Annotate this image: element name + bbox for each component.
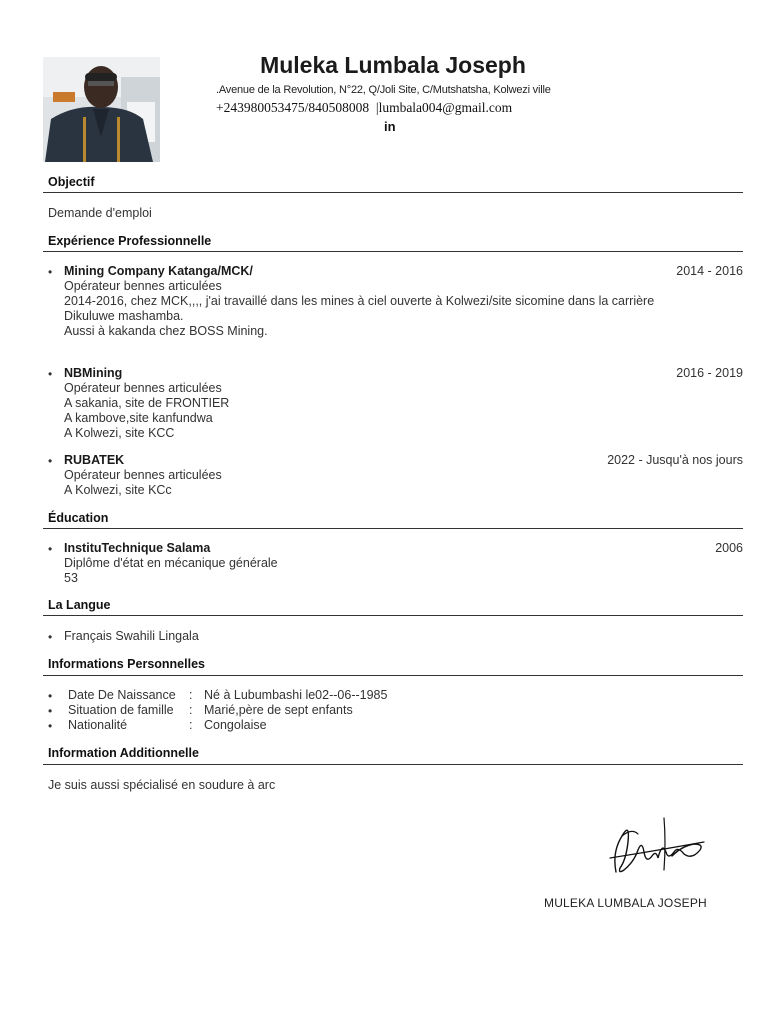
experience-line: A kambove,site kanfundwa xyxy=(64,411,213,425)
experience-line: 2014-2016, chez MCK,,,, j'ai travaillé dans les mines à ciel ouverte à Kolwezi/site sicomine dans la carrière xyxy=(64,294,655,308)
experience-line: Aussi à kakanda chez BOSS Mining. xyxy=(64,324,268,338)
section-divider xyxy=(43,615,743,616)
bullet: • xyxy=(48,689,53,703)
experience-company: Mining Company Katanga/MCK/ xyxy=(64,264,253,278)
experience-line: Opérateur bennes articulées xyxy=(64,279,222,293)
personal-sep: : xyxy=(189,718,193,732)
section-divider xyxy=(43,528,743,529)
section-divider xyxy=(43,764,743,765)
experience-dates: 2016 - 2019 xyxy=(676,366,743,380)
signature-icon xyxy=(608,812,708,878)
section-title-personal: Informations Personnelles xyxy=(48,657,205,671)
address: .Avenue de la Revolution, N°22, Q/Joli Site, C/Mutshatsha, Kolwezi ville xyxy=(216,84,551,96)
objectif-text: Demande d'emploi xyxy=(48,206,152,220)
section-divider xyxy=(43,251,743,252)
personal-value: Congolaise xyxy=(204,718,267,732)
bullet: • xyxy=(48,704,53,718)
additional-text: Je suis aussi spécialisé en soudure à arc xyxy=(48,778,276,792)
experience-line: Dikuluwe mashamba. xyxy=(64,309,184,323)
personal-label: Date De Naissance xyxy=(68,688,176,702)
experience-company: NBMining xyxy=(64,366,123,380)
experience-line: A Kolwezi, site KCC xyxy=(64,426,175,440)
contact-info: +243980053475/840508008 |lumbala004@gmail.com xyxy=(216,100,513,115)
bullet: • xyxy=(48,719,53,733)
experience-dates: 2022 - Jusqu'à nos jours xyxy=(607,453,743,467)
experience-line: Opérateur bennes articulées xyxy=(64,468,222,482)
section-title-experience: Expérience Professionnelle xyxy=(48,234,212,248)
section-divider xyxy=(43,192,743,193)
section-title-langue: La Langue xyxy=(48,598,111,612)
bullet: • xyxy=(48,630,53,644)
personal-sep: : xyxy=(189,703,193,717)
personal-label: Situation de famille xyxy=(68,703,174,717)
candidate-name: Muleka Lumbala Joseph xyxy=(260,52,526,78)
experience-line: Opérateur bennes articulées xyxy=(64,381,222,395)
experience-dates: 2014 - 2016 xyxy=(676,264,743,278)
experience-line: A Kolwezi, site KCc xyxy=(64,483,172,497)
personal-value: Marié,père de sept enfants xyxy=(204,703,353,717)
section-title-education: Éducation xyxy=(48,511,109,525)
signature-name: MULEKA LUMBALA JOSEPH xyxy=(544,896,707,910)
section-title-additional: Information Additionnelle xyxy=(48,746,199,760)
bullet: • xyxy=(48,367,53,381)
education-school: InstituTechnique Salama xyxy=(64,541,211,555)
bullet: • xyxy=(48,454,53,468)
linkedin-icon[interactable]: in xyxy=(384,119,396,134)
experience-company: RUBATEK xyxy=(64,453,125,467)
personal-value: Né à Lubumbashi le02--06--1985 xyxy=(204,688,388,702)
experience-line: A sakania, site de FRONTIER xyxy=(64,396,230,410)
education-line: 53 xyxy=(64,571,78,585)
languages-text: Français Swahili Lingala xyxy=(64,629,199,643)
personal-label: Nationalité xyxy=(68,718,128,732)
bullet: • xyxy=(48,542,53,556)
bullet: • xyxy=(48,265,53,279)
education-line: Diplôme d'état en mécanique générale xyxy=(64,556,278,570)
personal-sep: : xyxy=(189,688,193,702)
section-title-objectif: Objectif xyxy=(48,175,95,189)
education-dates: 2006 xyxy=(715,541,743,555)
section-divider xyxy=(43,675,743,676)
